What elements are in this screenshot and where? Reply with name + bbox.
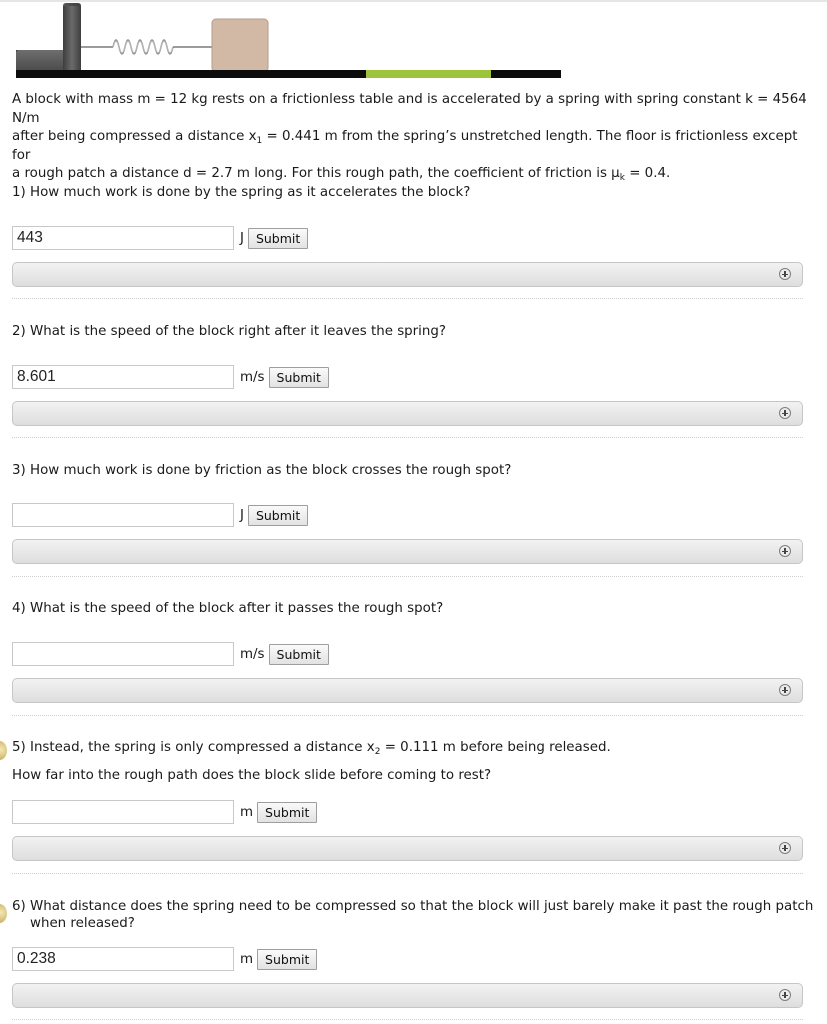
question-6-hint-bar[interactable] (12, 983, 803, 1008)
plus-circle-icon[interactable] (779, 545, 791, 557)
problem-statement (12, 91, 812, 184)
question-3-submit-button[interactable]: Submit (248, 505, 308, 526)
question-6-answer-input[interactable]: 0.238 (12, 947, 234, 971)
question-2-text: 2) What is the speed of the block right after it leaves the spring? (12, 324, 446, 339)
question-1-hint-bar[interactable] (12, 262, 803, 287)
plus-circle-icon[interactable] (779, 989, 791, 1001)
question-2-answer-input[interactable]: 8.601 (12, 365, 234, 389)
question-5-answer-input[interactable] (12, 800, 234, 824)
spring-block-diagram (0, 0, 827, 90)
plus-circle-icon[interactable] (779, 684, 791, 696)
question-5-unit: m (240, 804, 254, 820)
question-5-text-2: How far into the rough path does the block slide before coming to rest? (12, 768, 492, 783)
question-5-submit-button[interactable]: Submit (257, 802, 317, 823)
question-5-answer-row (12, 798, 317, 826)
question-5-text: 5) Instead, the spring is only compressed a distance $x_2 = 0.111$ m before being released. (12, 740, 611, 757)
question-4-submit-button[interactable]: Submit (269, 644, 329, 665)
question-1-unit: J (240, 230, 244, 246)
question-3-hint-bar[interactable] (12, 539, 803, 564)
divider (12, 437, 803, 438)
question-2-unit: m/s (240, 369, 265, 385)
block (212, 19, 268, 72)
question-2-submit-button[interactable]: Submit (269, 367, 329, 388)
plus-circle-icon[interactable] (779, 268, 791, 280)
question-3-text: 3) How much work is done by friction as the block crosses the rough spot? (12, 463, 512, 478)
question-6-submit-button[interactable]: Submit (257, 949, 317, 970)
plus-circle-icon[interactable] (779, 842, 791, 854)
question-4-text: 4) What is the speed of the block after it passes the rough spot? (12, 601, 444, 616)
divider (12, 298, 803, 299)
question-1-answer-row (12, 224, 308, 252)
question-2-hint-bar[interactable] (12, 401, 803, 426)
divider (12, 1019, 803, 1020)
coin-icon (0, 904, 7, 923)
rough-patch (366, 70, 491, 78)
question-4-hint-bar[interactable] (12, 678, 803, 703)
question-3-answer-row (12, 501, 308, 529)
divider (12, 715, 803, 716)
plus-circle-icon[interactable] (779, 407, 791, 419)
question-6-text: 6) What distance does the spring need to be compressed so that the block will just barely make it past the rough patch when released? (12, 899, 814, 931)
question-3-unit: J (240, 507, 244, 523)
question-6-unit: m (240, 951, 254, 967)
question-6-answer-row (12, 945, 317, 973)
intro-line-3: a rough patch a distance d = 2.7 m long. For this rough path, the coefficient of friction is $\mu_k = 0.4$. (12, 166, 671, 183)
question-1-submit-button[interactable]: Submit (248, 228, 308, 249)
intro-line-1: A block with mass m = 12 kg rests on a frictionless table and is accelerated by a spring with spring constant k = 4564 N/m (12, 92, 807, 126)
question-1-answer-input[interactable]: 443 (12, 226, 234, 250)
question-4-unit: m/s (240, 646, 265, 662)
question-1-text: 1) How much work is done by the spring as it accelerates the block? (12, 185, 471, 200)
question-5-hint-bar[interactable] (12, 836, 803, 861)
spring (81, 40, 212, 54)
divider (12, 873, 803, 874)
question-4-answer-input[interactable] (12, 642, 234, 666)
coin-icon (0, 741, 7, 760)
divider (12, 576, 803, 577)
question-3-answer-input[interactable] (12, 503, 234, 527)
question-4-answer-row (12, 640, 329, 668)
intro-line-2: after being compressed a distance $x_1 = 0.441$ m from the spring’s unstretched length. The floor is frictionless except for (12, 129, 798, 163)
question-2-answer-row (12, 363, 329, 391)
